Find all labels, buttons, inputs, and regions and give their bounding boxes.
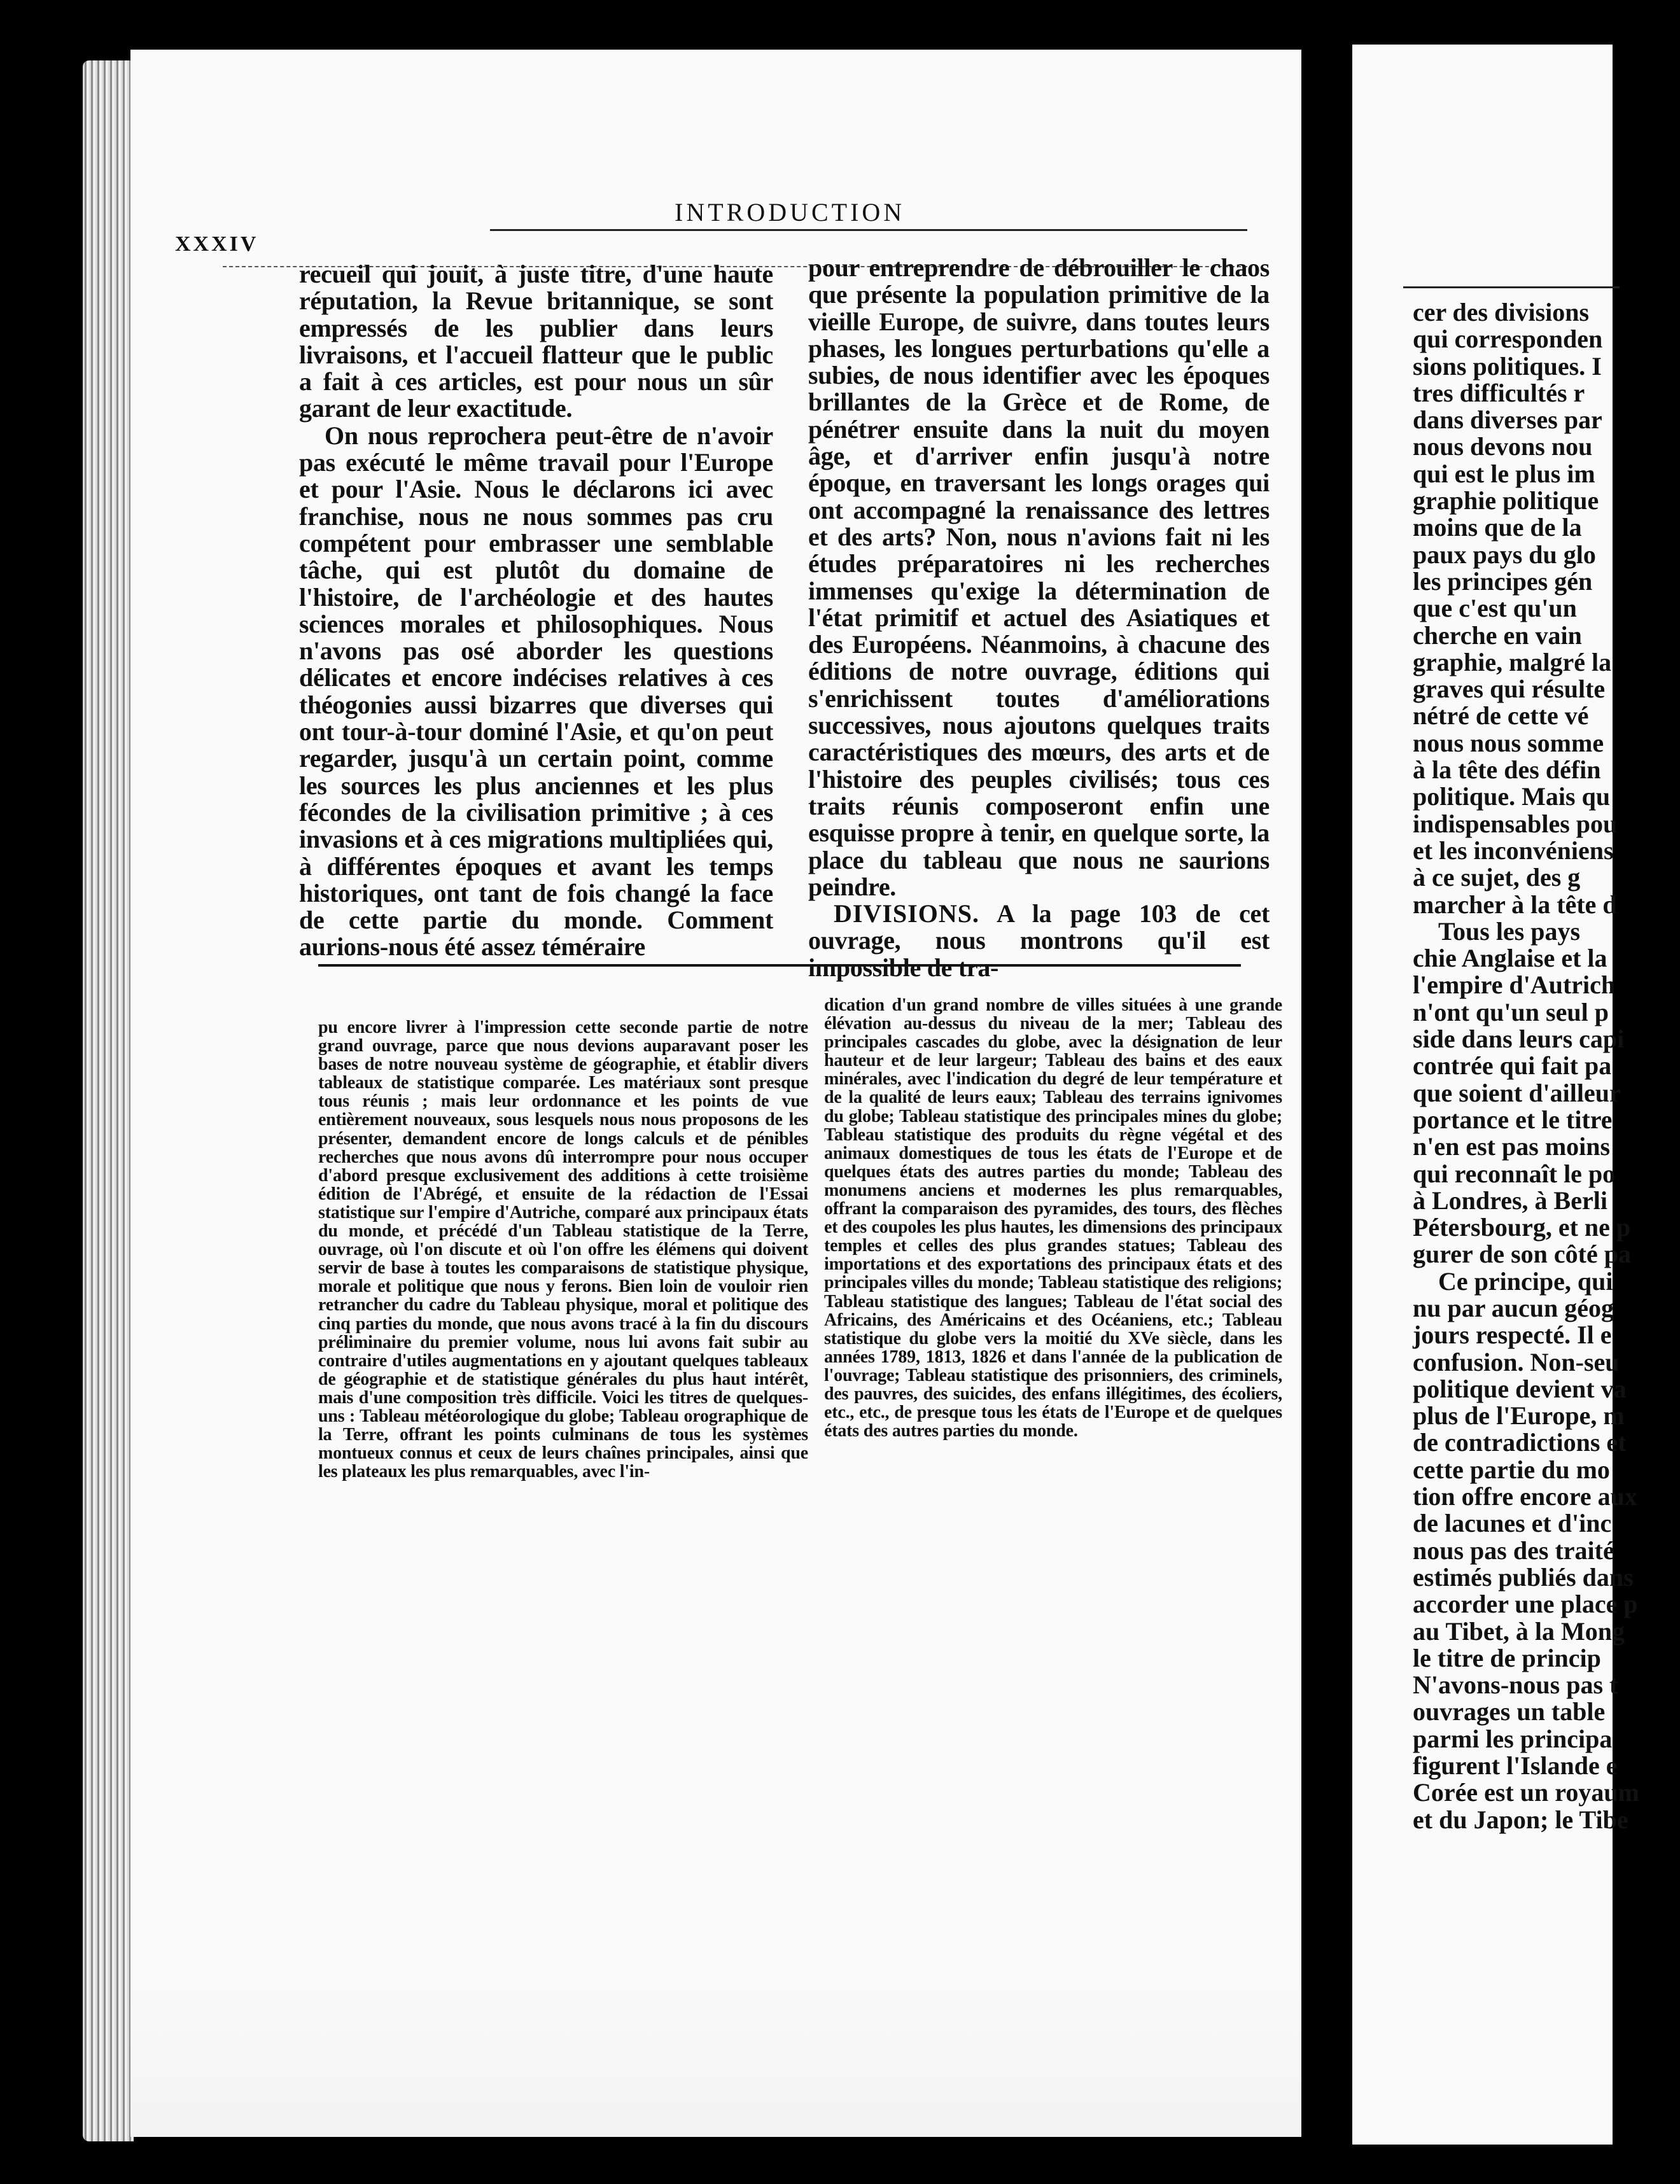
text-line: paux pays du glo xyxy=(1413,540,1596,569)
text-line: nous devons nou xyxy=(1413,432,1593,461)
text-line: dans diverses par xyxy=(1413,405,1602,435)
text-line: qui est le plus im xyxy=(1413,459,1595,488)
footnote-right-column xyxy=(824,996,1282,1440)
text-line: Ce principe, qui xyxy=(1438,1266,1613,1296)
text-line: nous pas des traité xyxy=(1413,1536,1614,1565)
paragraph: On nous reprochera peut-être de n'avoir pas exécuté le même travail pour l'Europe et pour l'Asie. Nous le déclarons ici avec franchise, nous ne nous sommes pas cru compétent pour embrasser une semblable tâche, qui est plutôt du domaine de l'histoire, de l'archéologie et des hautes sciences morales et philosophiques. Nous n'avons pas osé aborder les questions délicates et encore indécises relatives à ces théogonies aussi bizarres que diverses qui ont tour-à-tour dominé l'Asie, et qu'on peut regarder, jusqu'à un certain point, comme les sources les plus anciennes et les plus fécondes de la civilisation primitive ; à ces invasions et à ces migrations multipliées qui, à différentes époques et avant les temps historiques, ont tant de fois changé la face de cette partie du monde. Comment aurions-nous été assez téméraire xyxy=(299,421,773,962)
text-line: tres difficultés r xyxy=(1413,378,1585,407)
text-line: qui reconnaît le po xyxy=(1413,1159,1616,1188)
text-line: que soient d'ailleur xyxy=(1413,1078,1621,1107)
main-text-right-column xyxy=(808,255,1270,981)
text-line: parmi les principa xyxy=(1413,1724,1613,1753)
paragraph-divisions xyxy=(808,900,1270,981)
footnote-separator-rule xyxy=(318,964,1241,967)
page-stain xyxy=(130,1971,1301,2137)
text-line: les principes gén xyxy=(1413,566,1593,596)
paragraph: recueil qui jouit, à juste titre, d'une haute réputation, la Revue britannique, se sont empressés de les publier dans leurs livraisons, et l'accueil flatteur que le public a fait à ces articles, est pour nous un sûr garant de leur exactitude. xyxy=(299,260,773,423)
text-line: le titre de princip xyxy=(1413,1643,1601,1672)
text-line: cherche en vain xyxy=(1413,620,1582,650)
text-line: à ce sujet, des g xyxy=(1413,863,1581,892)
header-rule xyxy=(490,229,1247,231)
text-line: figurent l'Islande e xyxy=(1413,1751,1618,1781)
text-line: chie Anglaise et la xyxy=(1413,944,1607,973)
text-line: Corée est un royaum xyxy=(1413,1778,1639,1807)
right-page xyxy=(1352,45,1639,2145)
text-line: nétré de cette vé xyxy=(1413,701,1589,731)
text-line: graphie, malgré la xyxy=(1413,647,1612,676)
text-line: side dans leurs capi xyxy=(1413,1025,1625,1054)
text-line: estimés publiés dans xyxy=(1413,1562,1634,1592)
footnote-left-column xyxy=(318,1018,808,1481)
text-line: nu par aucun géog xyxy=(1413,1293,1614,1322)
text-line: cer des divisions xyxy=(1413,298,1590,326)
text-line: n'ont qu'un seul p xyxy=(1413,997,1609,1026)
text-line: Tous les pays xyxy=(1438,916,1581,946)
text-line: jours respecté. Il e xyxy=(1413,1320,1612,1350)
text-line: et les inconvéniens xyxy=(1413,836,1614,865)
text-line: à la tête des défin xyxy=(1413,755,1601,785)
text-line: gurer de son côté pa xyxy=(1413,1240,1631,1269)
text-line: à Londres, à Berli xyxy=(1413,1186,1607,1215)
text-line: de lacunes et d'inc xyxy=(1413,1509,1612,1538)
text-line: graphie politique xyxy=(1413,486,1599,515)
book-binding-edge xyxy=(83,60,134,2141)
text-line: confusion. Non-seu xyxy=(1413,1347,1620,1376)
running-head xyxy=(172,197,1247,256)
text-line: N'avons-nous pas t xyxy=(1413,1670,1618,1700)
text-line: que c'est qu'un xyxy=(1413,594,1577,623)
text-line: plus de l'Europe, m xyxy=(1413,1401,1625,1431)
footnote-text: pu encore livrer à l'impression cette seconde partie de notre grand ouvrage, parce que nous devions auparavant poser les bases de notre nouveau système de géographie, et établir divers tableaux de statistique comparée. Les matériaux sont presque tous réunis ; mais leur ordonnance et les points de vue entièrement nouveaux, sous lesquels nous nous proposons de les présenter, demandent encore de longs calculs et de pénibles recherches que nous avons dû interrompre pour nous occuper d'abord presque exclusivement des additions à cette troisième édition de l'Abrégé, et ensuite de la rédaction de l'Essai statistique sur l'empire d'Autriche, comparé aux principaux états du monde, et précédé d'un Tableau statistique de la Terre, ouvrage, où l'on discute et où l'on offre les élémens qui doivent servir de base à toutes les comparaisons de statistique physique, morale et politique que nous y ferons. Bien loin de vouloir rien retrancher du cadre du Tableau physique, moral et politique des cinq parties du monde, que nous avons tracé à la fin du discours préliminaire du premier volume, nous lui avons fait subir au contraire d'utiles augmentations en y ajoutant quelques tableaux de géographie et de statistique générales du plus haut intérêt, mais d'une composition très difficile. Voici les titres de quelques-uns : Tableau météorologique du globe; Tableau orographique de la Terre, offrant les points culminans de tous les systèmes montueux connus et ceux de leurs chaînes principales, ainsi que les plateaux les plus remarquables, avec l'in- xyxy=(318,1018,808,1482)
text-line: indispensables pou xyxy=(1413,809,1618,838)
text-line: marcher à la tête d xyxy=(1413,890,1617,919)
footnote-text: dication d'un grand nombre de villes situées à une grande élévation au-dessus du niveau de la mer; Tableau des principales cascades du globe, avec la désignation de leur hauteur et de leur largeur; Tableau des bains et des eaux minérales, avec l'indication du degré de leur température et de la qualité de leurs eaux; Tableau des terrains ignivomes du globe; Tableau statistique des principales mines du globe; Tableau statistique des produits du règne végétal et des animaux domestiques de tous les états de l'Europe et de quelques états des autres parties du monde; Tableau des monumens anciens et modernes les plus remarquables, offrant la comparaison des pyramides, des tours, des flèches et des coupoles les plus hautes, les dimensions des principaux temples et celles des plus grandes statues; Tableau des importations et des exportations des principaux états et des principales villes du monde; Tableau statistique des religions; Tableau statistique des langues; Tableau de l'état social des Africains, des Américains et des Océaniens, etc.; Tableau statistique du globe vers la moitié du XVe siècle, dans les années 1789, 1813, 1826 et dans l'année de la publication de l'ouvrage; Tableau statistique des prisonniers, des criminels, des pauvres, des suicides, des enfans illégitimes, des écoliers, etc., etc., de presque tous les états de l'Europe et de quelques états des autres parties du monde. xyxy=(824,995,1282,1441)
text-line: au Tibet, à la Mong xyxy=(1413,1616,1625,1646)
text-line: n'en est pas moins xyxy=(1413,1132,1611,1161)
text-line: tion offre encore aux xyxy=(1413,1482,1637,1511)
text-line: et du Japon; le Tibe xyxy=(1413,1805,1628,1834)
text-line: graves qui résulte xyxy=(1413,675,1606,704)
section-label: DIVISIONS. xyxy=(834,899,979,928)
text-line: sions politiques. I xyxy=(1413,351,1602,381)
paragraph: pour entreprendre de débrouiller le chaos que présente la population primitive de la vieille Europe, de suivre, dans toutes leurs phases, les longues perturbations qu'elle a subies, de nous identifier avec les époques brillantes de la Grèce et de Rome, de pénétrer ensuite dans la nuit du moyen âge, et d'arriver enfin jusqu'à notre époque, en traversant les longs orages qui ont accompagné la renaissance des lettres et des arts? Non, nous n'avions fait ni les études préparatoires ni les recherches immenses qu'exige la détermination de l'état primitif et actuel des Asiatiques et des Européens. Néanmoins, à chacune des éditions de notre ouvrage, éditions qui s'enrichissent toutes d'améliorations successives, nous ajoutons quelques traits caractéristiques des mœurs, des arts et de l'histoire des peuples civilisés; tous ces traits réunis composeront enfin une esquisse propre à tenir, en quelque sorte, la place du tableau que nous ne saurions peindre. xyxy=(808,253,1270,901)
right-page-text-column xyxy=(1413,299,1680,1833)
text-line: nous nous somme xyxy=(1413,728,1604,757)
text-line: qui corresponden xyxy=(1413,325,1603,354)
header-rule xyxy=(1403,286,1620,288)
text-line: portance et le titre xyxy=(1413,1105,1613,1134)
paragraph-text: A la page 103 de cet ouvrage, nous montrons qu'il est impossible de tra- xyxy=(808,899,1270,982)
text-line: moins que de la xyxy=(1413,513,1582,542)
page-title: INTRODUCTION xyxy=(675,198,906,227)
text-line: de contradictions et xyxy=(1413,1428,1627,1457)
main-text-left-column xyxy=(299,261,773,961)
text-line: cette partie du mo xyxy=(1413,1455,1610,1484)
text-line: politique. Mais qu xyxy=(1413,782,1611,811)
text-line: ouvrages un table xyxy=(1413,1697,1606,1726)
text-line: l'empire d'Autrich xyxy=(1413,970,1616,1000)
text-line: accorder une place p xyxy=(1413,1590,1638,1619)
page-number: XXXIV xyxy=(175,232,259,256)
text-line: Pétersbourg, et ne p xyxy=(1413,1213,1631,1242)
text-line: contrée qui fait pa xyxy=(1413,1051,1612,1081)
text-line: politique devient va xyxy=(1413,1374,1627,1403)
